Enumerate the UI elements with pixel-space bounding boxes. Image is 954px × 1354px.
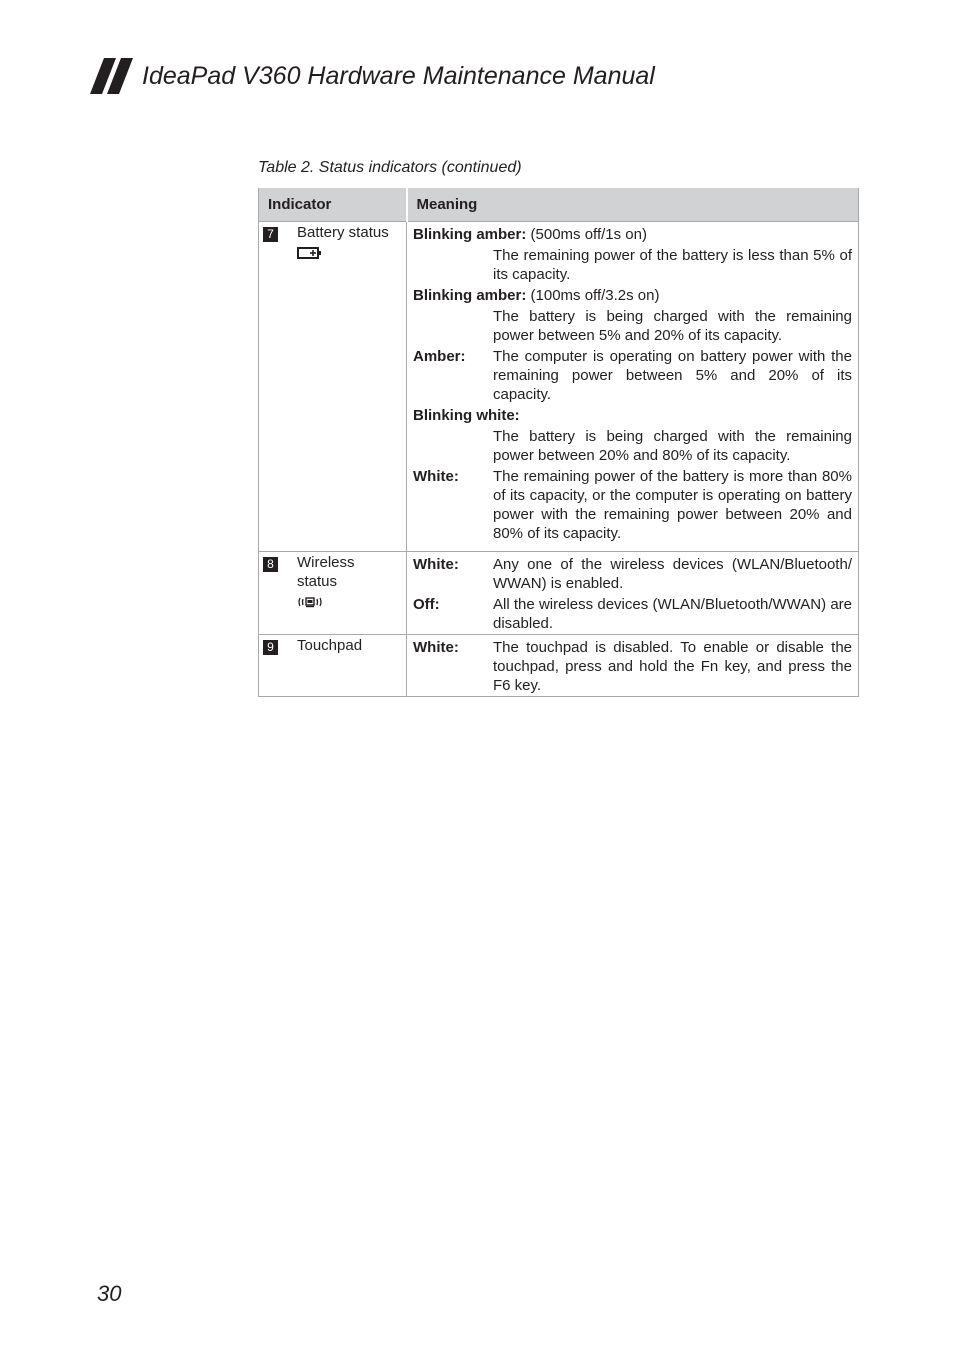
meaning-heading [413,286,852,305]
indicator-cell [259,552,407,635]
indicator-cell [259,635,407,697]
table-row [259,635,859,697]
status-indicators-table [258,188,859,697]
meaning-entry-text: The computer is operating on battery power with the remaining power between 5% and 20% of its capacity. [493,348,852,403]
meaning-heading [413,225,852,244]
meaning-entry [413,347,852,404]
table-header-row [259,188,859,222]
battery-plus-icon [297,246,406,262]
wireless-icon [297,595,406,611]
table-caption: Table 2. Status indicators (continued) [258,159,522,176]
meaning-entry [413,638,852,695]
meaning-entry-text: Any one of the wireless devices (WLAN/Bluetooth/ WWAN) is enabled. [493,556,852,592]
indicator-number-badge: 8 [263,557,278,572]
indicator-number-badge: 9 [263,640,278,655]
meaning-entry-label [413,246,493,284]
meaning-entry [413,467,852,543]
meaning-entry-label: White: [413,556,459,573]
meaning-heading-suffix: (500ms off/1s on) [530,226,647,243]
meaning-entry [413,595,852,633]
meaning-cell [407,222,859,552]
meaning-heading [413,406,852,425]
meaning-entry-label: Amber: [413,348,466,365]
meaning-heading-label: Blinking amber: [413,287,527,304]
meaning-entry-text: The battery is being charged with the remaining power between 20% and 80% of its capacity. [493,428,852,464]
indicator-name: Wireless status [297,554,355,590]
table-row [259,222,859,552]
indicator-number-badge: 7 [263,227,278,242]
meaning-entry-text: The remaining power of the battery is less than 5% of its capacity. [493,247,852,283]
meaning-entry-label: White: [413,639,459,656]
meaning-entry [413,246,852,284]
meaning-entry-text: The battery is being charged with the remaining power between 5% and 20% of its capacity. [493,308,852,344]
indicator-name: Touchpad [297,637,363,654]
meaning-heading-label: Blinking amber: [413,226,527,243]
column-header-meaning: Meaning [407,188,859,222]
meaning-entry-text: The touchpad is disabled. To enable or disable the touchpad, press and hold the Fn key, and press the F6 key. [493,639,852,694]
meaning-cell [407,552,859,635]
table-row [259,552,859,635]
column-header-indicator: Indicator [259,188,407,222]
meaning-entry [413,555,852,593]
meaning-entry-text: The remaining power of the battery is more than 80% of its capacity, or the computer is operating on battery power with the remaining power between 20% and 80% of its capacity. [493,468,852,542]
meaning-entry-label [413,307,493,345]
indicator-cell [259,222,407,552]
logo-slashes-icon [90,58,136,94]
meaning-heading-label: Blinking white: [413,407,520,424]
meaning-entry [413,307,852,345]
document-title: IdeaPad V360 Hardware Maintenance Manual [142,62,655,90]
meaning-entry [413,427,852,465]
meaning-entry-text: All the wireless devices (WLAN/Bluetooth/WWAN) are disabled. [493,596,852,632]
indicator-name: Battery status [297,224,389,241]
meaning-entry-label [413,427,493,465]
meaning-entry-label: Off: [413,596,440,613]
meaning-entry-label: White: [413,468,459,485]
meaning-heading-suffix: (100ms off/3.2s on) [530,287,660,304]
meaning-cell [407,635,859,697]
page-number: 30 [97,1281,122,1306]
